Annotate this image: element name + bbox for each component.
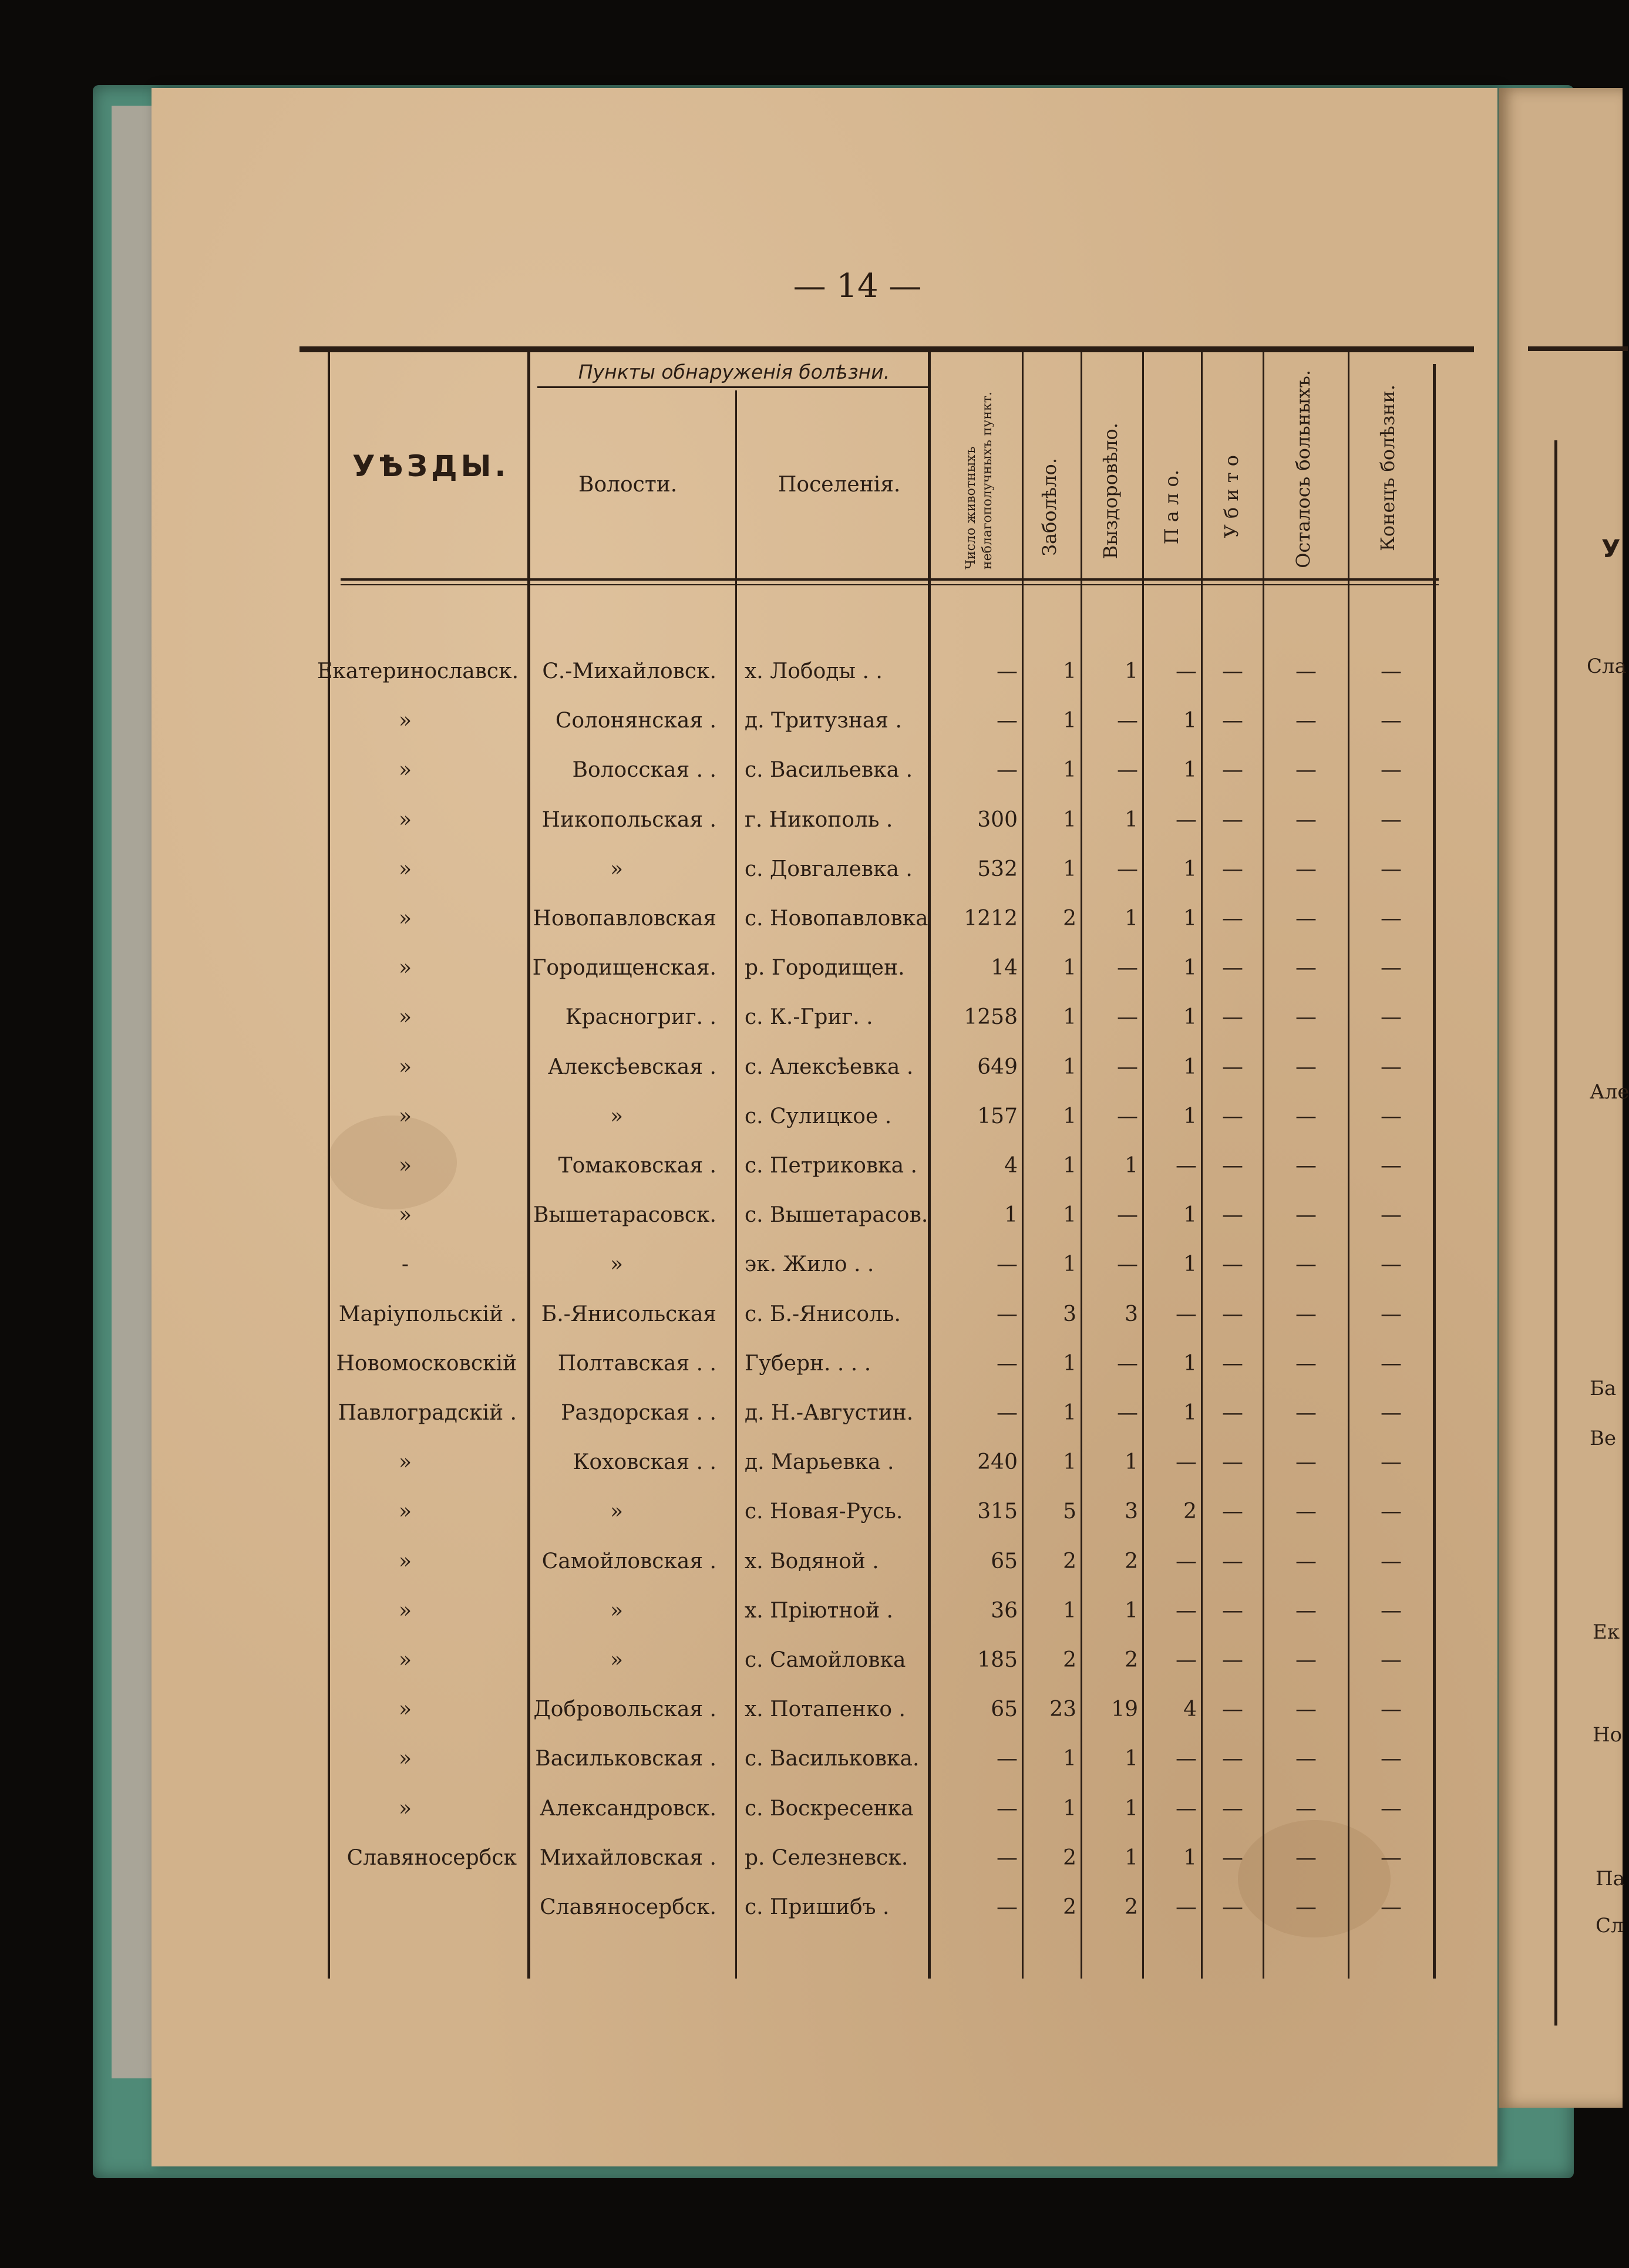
cell-vyzdorovelo: 1 [1125,1598,1138,1623]
cell-ubito: — [1222,1598,1243,1623]
cell-palo: 1 [1183,758,1197,783]
cell-volost: Вышетарасовск. [533,1203,716,1228]
cell-ubito: — [1222,1648,1243,1672]
cell-ubito: — [1222,1845,1243,1870]
cell-konets: — [1381,1648,1402,1672]
cell-uezd: » [398,1154,412,1178]
cell-chislo: — [997,659,1018,683]
cell-zabolelo: 1 [1063,857,1076,881]
cell-ubito: — [1222,1203,1243,1228]
cell-chislo: 240 [977,1450,1018,1475]
cell-chislo: 65 [991,1549,1018,1573]
header-bottom-rule-thin [341,584,1439,585]
cell-vyzdorovelo: 2 [1125,1895,1138,1919]
cell-konets: — [1381,807,1402,832]
cell-uezd: » [398,1648,412,1672]
cell-zabolelo: 2 [1063,1549,1076,1573]
cell-ostalos: — [1295,1401,1317,1425]
cell-poselenie: р. Селезневск. [745,1845,908,1870]
cell-poselenie: х. Водяной . [745,1549,879,1573]
cell-poselenie: х. Лободы . . [745,659,883,683]
cell-palo: — [1176,1549,1197,1573]
cell-uezd: » [398,1697,412,1722]
cell-chislo: — [997,1796,1018,1821]
facing-fragment: Но [1593,1723,1623,1747]
cell-palo: — [1176,1648,1197,1672]
cell-ostalos: — [1295,1697,1317,1722]
cell-ostalos: — [1295,1747,1317,1771]
cell-palo: — [1176,1302,1197,1326]
cell-volost: Волосская . . [572,758,716,783]
cell-poselenie: с. Самойловка [745,1648,906,1672]
cell-konets: — [1381,1054,1402,1079]
cell-uezd: Маріупольскій . [338,1302,517,1326]
cell-ostalos: — [1295,659,1317,683]
cell-vyzdorovelo: 1 [1125,807,1138,832]
cell-konets: — [1381,1450,1402,1475]
cell-uezd: » [398,1104,412,1128]
cell-poselenie: д. Марьевка . [745,1450,894,1475]
cell-konets: — [1381,1499,1402,1524]
cell-ubito: — [1222,1697,1243,1722]
cell-ostalos: — [1295,1895,1317,1919]
cell-poselenie: д. Тритузная . [745,709,902,733]
cell-palo: — [1176,1747,1197,1771]
cell-uezd: » [398,1549,412,1573]
cell-vyzdorovelo: — [1117,1005,1138,1030]
header-konets: Конецъ болѣзни. [1376,385,1399,551]
cell-chislo: 649 [977,1054,1018,1079]
col-rule [1022,352,1024,1979]
cell-chislo: 65 [991,1697,1018,1722]
cell-palo: — [1176,1598,1197,1623]
facing-page-rule [1528,346,1628,351]
header-volosti: Волости. [578,473,678,497]
cell-chislo: — [997,1895,1018,1919]
cell-volost: Славяносербск. [540,1895,716,1919]
cell-poselenie: с. К.-Григ. . [745,1005,873,1030]
cell-chislo: — [997,1302,1018,1326]
cell-konets: — [1381,1747,1402,1771]
cell-zabolelo: 3 [1063,1302,1076,1326]
cell-ubito: — [1222,1154,1243,1178]
cell-ubito: — [1222,906,1243,931]
cell-volost: » [610,1104,624,1128]
cell-konets: — [1381,1351,1402,1376]
cell-ubito: — [1222,1747,1243,1771]
cell-vyzdorovelo: 1 [1125,1154,1138,1178]
cell-uezd: » [398,1005,412,1030]
cell-ubito: — [1222,1005,1243,1030]
cell-zabolelo: 1 [1063,1401,1076,1425]
cell-konets: — [1381,906,1402,931]
cell-konets: — [1381,857,1402,881]
header-chislo: Число животныхъ неблагополучныхъ пункт. [964,392,995,569]
cell-uezd: » [398,1054,412,1079]
cell-ubito: — [1222,1796,1243,1821]
cell-konets: — [1381,956,1402,980]
cell-chislo: 1 [1004,1203,1018,1228]
cell-chislo: — [997,1845,1018,1870]
cell-poselenie: с. Пришибъ . [745,1895,890,1919]
cell-zabolelo: 1 [1063,1351,1076,1376]
facing-fragment: Ба [1590,1377,1617,1400]
cell-palo: 2 [1183,1499,1197,1524]
cell-ostalos: — [1295,1203,1317,1228]
cell-vyzdorovelo: 3 [1125,1302,1138,1326]
cell-vyzdorovelo: 1 [1125,1450,1138,1475]
cell-volost: Алексѣевская . [547,1054,716,1079]
cell-uezd: » [398,1499,412,1524]
cell-ostalos: — [1295,906,1317,931]
cell-chislo: 185 [977,1648,1018,1672]
cell-uezd: Новомосковскій [336,1351,517,1376]
cell-zabolelo: 2 [1063,1648,1076,1672]
cell-poselenie: с. Новая-Русь. [745,1499,903,1524]
cell-konets: — [1381,1104,1402,1128]
cell-vyzdorovelo: 2 [1125,1549,1138,1573]
cell-poselenie: с. Новопавловка [745,906,928,931]
header-ostalos: Осталось больныхъ. [1292,370,1314,568]
cell-vyzdorovelo: 2 [1125,1648,1138,1672]
cell-konets: — [1381,709,1402,733]
cell-palo: 1 [1183,1252,1197,1277]
header-group: Пункты обнаруженія болѣзни. [578,360,890,383]
cell-ostalos: — [1295,956,1317,980]
cell-vyzdorovelo: 1 [1125,1747,1138,1771]
cell-zabolelo: 1 [1063,1203,1076,1228]
cell-zabolelo: 1 [1063,709,1076,733]
cell-konets: — [1381,1895,1402,1919]
cell-zabolelo: 1 [1063,1598,1076,1623]
cell-chislo: — [997,1401,1018,1425]
cell-palo: 1 [1183,709,1197,733]
cell-ubito: — [1222,709,1243,733]
cell-konets: — [1381,1401,1402,1425]
table-top-rule [299,346,1474,352]
cell-uezd: » [398,758,412,783]
cell-volost: Раздорская . . [561,1401,716,1425]
cell-volost: Никопольская . [541,807,716,832]
cell-ostalos: — [1295,1104,1317,1128]
cell-zabolelo: 1 [1063,1747,1076,1771]
facing-fragment: Сла [1587,655,1627,678]
cell-uezd: - [401,1252,409,1277]
cell-zabolelo: 1 [1063,758,1076,783]
cell-ubito: — [1222,1104,1243,1128]
cell-zabolelo: 1 [1063,807,1076,832]
cell-poselenie: с. Довгалевка . [745,857,913,881]
cell-vyzdorovelo: — [1117,1351,1138,1376]
cell-volost: Красногриг. . [565,1005,716,1030]
cell-uezd: » [398,906,412,931]
cell-ubito: — [1222,758,1243,783]
cell-poselenie: с. Васильевка . [745,758,913,783]
cell-zabolelo: 1 [1063,1154,1076,1178]
header-vyzdorovelo: Выздоровѣло. [1099,423,1122,560]
header-zabolelo: Заболѣло. [1038,458,1061,556]
cell-vyzdorovelo: — [1117,1104,1138,1128]
cell-vyzdorovelo: 1 [1125,906,1138,931]
cell-vyzdorovelo: — [1117,1054,1138,1079]
cell-volost: » [610,1252,624,1277]
page-number: — 14 — [793,267,922,305]
cell-zabolelo: 5 [1063,1499,1076,1524]
cell-poselenie: х. Потапенко . [745,1697,906,1722]
cell-chislo: — [997,758,1018,783]
cell-volost: Самойловская . [541,1549,716,1573]
cell-volost: С.-Михайловск. [542,659,716,683]
cell-zabolelo: 2 [1063,1845,1076,1870]
cell-zabolelo: 1 [1063,659,1076,683]
cell-chislo: 14 [991,956,1018,980]
cell-volost: Солонянская . [555,709,716,733]
cell-konets: — [1381,1154,1402,1178]
cell-konets: — [1381,1203,1402,1228]
cell-uezd: » [398,1598,412,1623]
cell-konets: — [1381,1845,1402,1870]
cell-zabolelo: 1 [1063,1005,1076,1030]
cell-ubito: — [1222,1302,1243,1326]
cell-poselenie: эк. Жило . . [745,1252,874,1277]
cell-poselenie: с. Петриковка . [745,1154,917,1178]
cell-chislo: — [997,1351,1018,1376]
cell-ostalos: — [1295,1549,1317,1573]
cell-uezd: » [398,1450,412,1475]
cell-chislo: — [997,1252,1018,1277]
cell-uezd: » [398,857,412,881]
cell-ubito: — [1222,956,1243,980]
cell-zabolelo: 1 [1063,1054,1076,1079]
cell-vyzdorovelo: 1 [1125,1796,1138,1821]
cell-poselenie: г. Никополь . [745,807,893,832]
cell-vyzdorovelo: — [1117,1401,1138,1425]
header-poseleniya: Поселенія. [778,473,901,497]
cell-zabolelo: 1 [1063,1796,1076,1821]
cell-volost: » [610,857,624,881]
cell-palo: 1 [1183,1401,1197,1425]
header-uezdy: УѢЗДЫ. [352,449,510,483]
cell-ubito: — [1222,1252,1243,1277]
cell-ostalos: — [1295,1054,1317,1079]
cell-poselenie: с. Б.-Янисоль. [745,1302,901,1326]
facing-fragment: Сл [1596,1914,1624,1937]
cell-palo: — [1176,807,1197,832]
cell-zabolelo: 2 [1063,1895,1076,1919]
cell-ostalos: — [1295,1845,1317,1870]
facing-fragment: Ве [1590,1427,1617,1450]
cell-ostalos: — [1295,1302,1317,1326]
cell-ubito: — [1222,857,1243,881]
cell-vyzdorovelo: — [1117,709,1138,733]
cell-palo: 1 [1183,1054,1197,1079]
cell-konets: — [1381,1697,1402,1722]
cell-ostalos: — [1295,758,1317,783]
cell-chislo: 1212 [964,906,1018,931]
cell-ubito: — [1222,1499,1243,1524]
cell-volost: Полтавская . . [557,1351,716,1376]
facing-page [1499,88,1629,2108]
col-rule [1142,352,1144,1979]
cell-volost: Томаковская . [558,1154,716,1178]
cell-ostalos: — [1295,1154,1317,1178]
cell-konets: — [1381,1302,1402,1326]
cell-uezd: » [398,1203,412,1228]
cell-vyzdorovelo: 19 [1111,1697,1138,1722]
facing-fragment: Па [1596,1867,1625,1890]
cell-volost: Добровольская . [533,1697,716,1722]
cell-konets: — [1381,1252,1402,1277]
cell-poselenie: с. Воскресенка [745,1796,914,1821]
cell-volost: Городищенская. [532,956,716,980]
cell-vyzdorovelo: — [1117,758,1138,783]
cell-palo: — [1176,1796,1197,1821]
cell-ubito: — [1222,807,1243,832]
cell-palo: 1 [1183,1203,1197,1228]
cell-palo: — [1176,1450,1197,1475]
cell-uezd: » [398,1747,412,1771]
cell-palo: — [1176,659,1197,683]
cell-volost: Михайловская . [539,1845,716,1870]
facing-page-rule [1554,440,1557,2026]
cell-poselenie: с. Васильковка. [745,1747,920,1771]
cell-ubito: — [1222,1895,1243,1919]
cell-palo: 1 [1183,1104,1197,1128]
cell-vyzdorovelo: 1 [1125,1845,1138,1870]
cell-vyzdorovelo: — [1117,1203,1138,1228]
cell-ostalos: — [1295,1252,1317,1277]
cell-palo: 1 [1183,906,1197,931]
cell-vyzdorovelo: 3 [1125,1499,1138,1524]
cell-palo: 1 [1183,1845,1197,1870]
cell-volost: Коховская . . [573,1450,716,1475]
cell-vyzdorovelo: 1 [1125,659,1138,683]
cell-uezd: Славяносербск [346,1845,517,1870]
cell-volost: » [610,1598,624,1623]
cell-ostalos: — [1295,1005,1317,1030]
cell-chislo: 1258 [964,1005,1018,1030]
cell-ostalos: — [1295,1351,1317,1376]
cell-zabolelo: 1 [1063,956,1076,980]
cell-zabolelo: 23 [1049,1697,1076,1722]
facing-fragment: Але [1590,1080,1629,1104]
facing-fragment: Ек [1593,1620,1620,1644]
cell-uezd: Павлоградскій . [338,1401,517,1425]
cell-ubito: — [1222,1351,1243,1376]
cell-konets: — [1381,758,1402,783]
header-bottom-rule [341,578,1439,581]
cell-palo: 1 [1183,1005,1197,1030]
cell-ostalos: — [1295,709,1317,733]
cell-zabolelo: 1 [1063,1450,1076,1475]
cell-chislo: — [997,1747,1018,1771]
cell-palo: 1 [1183,857,1197,881]
cell-chislo: 300 [977,807,1018,832]
cell-vyzdorovelo: — [1117,956,1138,980]
cell-volost: » [610,1648,624,1672]
cell-palo: — [1176,1154,1197,1178]
facing-fragment: У [1601,534,1621,563]
cell-ubito: — [1222,659,1243,683]
col-rule [735,390,737,1979]
col-rule [1433,364,1436,1979]
cell-ostalos: — [1295,807,1317,832]
cell-ostalos: — [1295,1598,1317,1623]
cell-konets: — [1381,1796,1402,1821]
cell-ostalos: — [1295,1796,1317,1821]
cell-volost: » [610,1499,624,1524]
cell-ubito: — [1222,1401,1243,1425]
cell-volost: Васильковская . [535,1747,716,1771]
cell-volost: Новопавловская [533,906,716,931]
cell-ostalos: — [1295,1648,1317,1672]
cell-palo: 1 [1183,1351,1197,1376]
cell-volost: Александровск. [540,1796,716,1821]
cell-chislo: 315 [977,1499,1018,1524]
group-underline [537,386,931,388]
cell-ubito: — [1222,1549,1243,1573]
cell-uezd: » [398,956,412,980]
cell-konets: — [1381,1005,1402,1030]
cell-poselenie: с. Алексѣевка . [745,1054,914,1079]
cell-ostalos: — [1295,1450,1317,1475]
cell-zabolelo: 2 [1063,906,1076,931]
cell-poselenie: Губерн. . . . [745,1351,871,1376]
header-palo: П а л о. [1160,470,1183,545]
cell-poselenie: х. Пріютной . [745,1598,893,1623]
cell-konets: — [1381,659,1402,683]
cell-konets: — [1381,1598,1402,1623]
cell-chislo: 532 [977,857,1018,881]
cell-uezd: » [398,807,412,832]
cell-chislo: — [997,709,1018,733]
cell-ostalos: — [1295,1499,1317,1524]
cell-poselenie: с. Сулицкое . [745,1104,892,1128]
cell-zabolelo: 1 [1063,1104,1076,1128]
cell-vyzdorovelo: — [1117,1252,1138,1277]
cell-vyzdorovelo: — [1117,857,1138,881]
cell-ubito: — [1222,1450,1243,1475]
cell-poselenie: р. Городищен. [745,956,905,980]
cell-volost: Б.-Янисольская [541,1302,716,1326]
cell-uezd: » [398,1796,412,1821]
cell-ubito: — [1222,1054,1243,1079]
cell-palo: 1 [1183,956,1197,980]
cell-ostalos: — [1295,857,1317,881]
cell-palo: 4 [1183,1697,1197,1722]
cell-zabolelo: 1 [1063,1252,1076,1277]
header-ubito: У б и т о [1220,455,1243,538]
cell-poselenie: с. Вышетарасов. [745,1203,928,1228]
cell-uezd: » [398,709,412,733]
col-rule [1081,352,1082,1979]
cell-chislo: 4 [1004,1154,1018,1178]
cell-palo: — [1176,1895,1197,1919]
cell-uezd: Екатеринославск. [317,659,519,683]
cell-chislo: 157 [977,1104,1018,1128]
cell-konets: — [1381,1549,1402,1573]
cell-poselenie: д. Н.-Августин. [745,1401,914,1425]
cell-chislo: 36 [991,1598,1018,1623]
